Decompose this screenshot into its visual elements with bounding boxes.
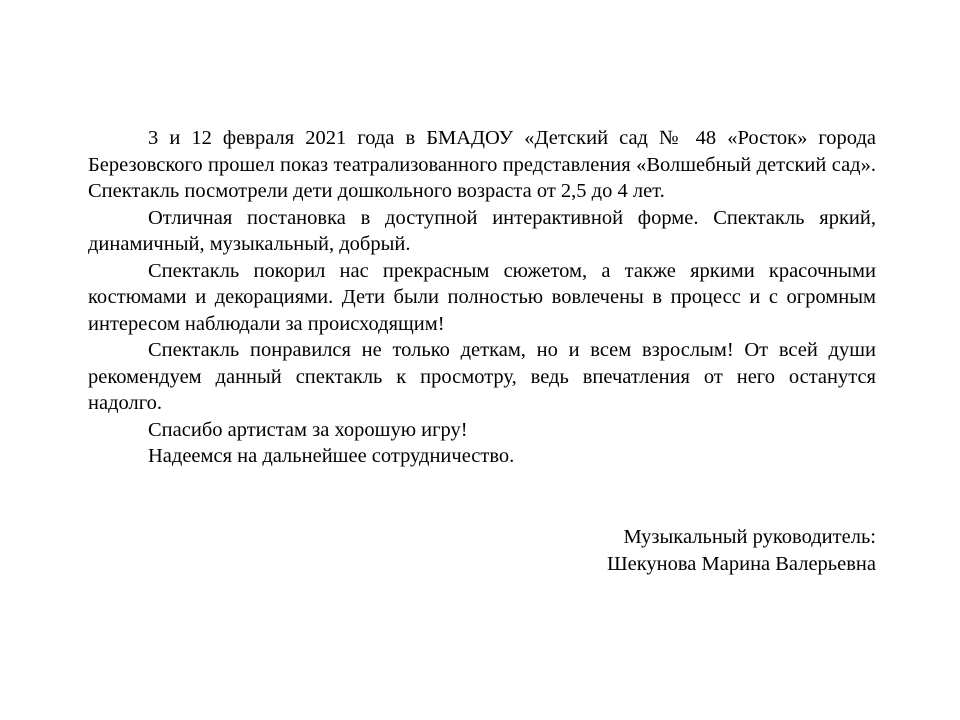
letter-body: [88, 125, 876, 470]
signature-position: Музыкальный руководитель:: [623, 526, 876, 548]
signature-block: [607, 524, 876, 577]
signature-name: Шекунова Марина Валерьевна: [606, 552, 876, 575]
paragraph-intro: 3 и 12 февраля 2021 года в БМАДОУ «Детский сад № 48 «Росток» города Березовского прошел показ театрализованного представления «Волшебный детский сад». Спектакль посмотрели дети дошкольного возраста от 2,5 до 4 лет.: [88, 127, 876, 202]
paragraph-recommendation: Спектакль понравился не только деткам, но и всем взрослым! От всей души рекомендуем данный спектакль к просмотру, ведь впечатления от него останутся надолго.: [88, 339, 876, 414]
paragraph-plot: Спектакль покорил нас прекрасным сюжетом, а также яркими красочными костюмами и декорациями. Дети были полностью вовлечены в процесс и с огромным интересом наблюдали за происходящим!: [88, 259, 876, 335]
paragraph-thanks: Спасибо артистам за хорошую игру!: [148, 418, 468, 441]
paragraph-cooperation: Надеемся на дальнейшее сотрудничество.: [148, 445, 515, 467]
paragraph-performance: Отличная постановка в доступной интерактивной форме. Спектакль яркий, динамичный, музыкальный, добрый.: [88, 206, 876, 255]
